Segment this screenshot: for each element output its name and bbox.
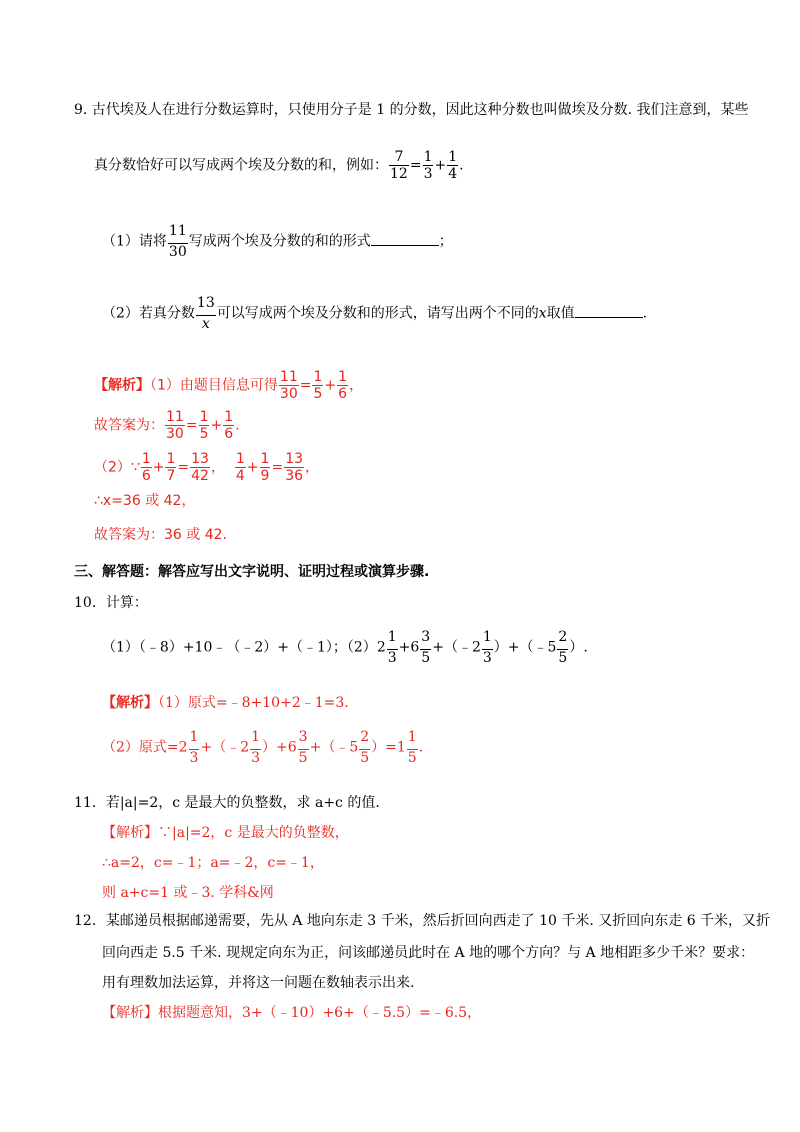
q11-sol-line3: 则 a+c=1 或﹣3. 学科&网 — [102, 885, 274, 901]
den: 5 — [313, 386, 323, 402]
num: 1 — [387, 629, 397, 645]
term: +6 — [398, 639, 420, 656]
eq-sign: = — [299, 377, 312, 394]
part1-suffix: 写成两个埃及分数的和的形式 — [188, 233, 371, 250]
q11-sol-line2: ∴a=2，c=﹣1；a=﹣2，c=﹣1， — [102, 855, 324, 871]
num: 1 — [407, 729, 417, 745]
sol1-text: （1）原式=﹣8+10+2﹣1=3. — [158, 695, 349, 711]
part2-suffix2: 取值 — [546, 305, 575, 322]
answer-blank-1[interactable] — [371, 233, 439, 246]
den: 5 — [407, 750, 417, 766]
num: 1 — [338, 369, 348, 385]
den: 30 — [166, 426, 184, 442]
den: 12 — [390, 166, 408, 182]
den: 30 — [279, 386, 298, 402]
frac — [284, 452, 304, 483]
den: 3 — [423, 166, 433, 182]
fraction-13-x — [196, 296, 216, 331]
term: ）+6 — [262, 739, 297, 756]
den: x — [196, 315, 216, 331]
num: 13 — [196, 295, 215, 311]
den: 5 — [421, 650, 431, 666]
frac — [199, 410, 210, 441]
q9-part1 — [102, 224, 453, 259]
num: 11 — [166, 409, 184, 425]
part2-suffix: 可以写成两个埃及分数和的形式，请写出两个不同的 — [216, 305, 539, 322]
q12-line3: 用有理数加法运算，并将这一问题在数轴表示出来. — [102, 975, 415, 991]
q9-sol-line4: ∴x=36 或 42， — [94, 493, 196, 509]
fraction-11-30 — [168, 224, 188, 259]
den: 6 — [338, 386, 348, 402]
sol2-text: （2）原式=2 — [102, 739, 188, 756]
eq-sign: = — [185, 417, 198, 434]
q9-line1: 9. 古代埃及人在进行分数运算时，只使用分子是 1 的分数，因此这种分数也叫做埃及分数. 我们注意到，某些 — [74, 102, 749, 118]
den: 5 — [298, 750, 308, 766]
q12-line2: 回向西走 5.5 千米. 现规定向东为正，问该邮递员此时在 A 地的哪个方向？与 A 地相距多少千米？要求： — [102, 945, 755, 961]
num: 1 — [260, 451, 270, 467]
num: 1 — [189, 729, 199, 745]
part2-prefix: （2）若真分数 — [102, 305, 195, 322]
q9-sol-line1 — [94, 370, 363, 401]
q12-line1: 12．某邮递员根据邮递需要，先从 A 地向东走 3 千米，然后折回向西走了 10 千米. 又折回向东走 6 千米，又折 — [74, 913, 771, 929]
period: . — [235, 417, 240, 434]
frac — [337, 370, 348, 401]
num: 1 — [251, 729, 261, 745]
term: ）. — [569, 639, 588, 656]
den: 5 — [558, 650, 568, 666]
term: ）+（﹣5 — [493, 639, 557, 656]
var-x: x — [538, 305, 547, 322]
q10-sol-line1 — [102, 694, 349, 712]
num: 2 — [360, 729, 370, 745]
solution-tag: 【解析】 — [102, 695, 158, 711]
q9-sol-line2 — [94, 410, 240, 441]
den: 3 — [482, 650, 492, 666]
den: 3 — [189, 750, 199, 766]
comma: ， — [305, 459, 320, 476]
frac — [190, 452, 210, 483]
frac — [312, 370, 323, 401]
eq-sign: = — [177, 459, 190, 476]
q9-line2-text: 真分数恰好可以写成两个埃及分数的和，例如： — [94, 157, 388, 174]
den: 5 — [199, 426, 209, 442]
sol1-text: （1）由题目信息可得 — [150, 377, 278, 394]
frac — [407, 730, 418, 765]
num: 3 — [298, 729, 308, 745]
section-heading: 三、解答题：解答应写出文字说明、证明过程或演算步骤. — [74, 564, 430, 580]
q9-sol-line3 — [94, 452, 319, 483]
q9-line2 — [94, 150, 464, 181]
num: 1 — [141, 451, 151, 467]
part1-prefix: （1）请将 — [102, 233, 167, 250]
frac — [223, 410, 234, 441]
num: 11 — [168, 223, 187, 239]
eq-sign: = — [409, 157, 422, 174]
frac — [165, 452, 176, 483]
den: 5 — [360, 750, 370, 766]
num: 1 — [166, 451, 176, 467]
num: 1 — [235, 451, 245, 467]
den: 9 — [260, 468, 270, 484]
num: 13 — [191, 451, 209, 467]
num: 3 — [421, 629, 431, 645]
example-fraction-3 — [447, 150, 458, 181]
num: 1 — [482, 629, 492, 645]
frac — [420, 630, 431, 665]
den: 7 — [166, 468, 176, 484]
frac — [189, 730, 200, 765]
plus-sign: + — [434, 157, 447, 174]
num: 1 — [313, 369, 323, 385]
den: 6 — [224, 426, 234, 442]
den: 6 — [141, 468, 151, 484]
num: 2 — [558, 629, 568, 645]
term: +（﹣5 — [309, 739, 359, 756]
period: . — [418, 739, 424, 756]
den: 36 — [285, 468, 304, 484]
den: 42 — [191, 468, 209, 484]
frac — [279, 370, 299, 401]
frac — [359, 730, 370, 765]
frac — [250, 730, 261, 765]
q9-part2 — [102, 296, 647, 331]
plus-sign: + — [246, 459, 259, 476]
q12-sol-line1: 【解析】根据题意知，3+（﹣10）+6+（﹣5.5）=﹣6.5， — [102, 1005, 482, 1021]
num: 13 — [285, 451, 304, 467]
frac — [482, 630, 493, 665]
den: 3 — [387, 650, 397, 666]
solution-tag: 【解析】 — [94, 377, 150, 394]
example-fraction-1 — [389, 150, 409, 181]
plus-sign: + — [152, 459, 165, 476]
frac — [141, 452, 152, 483]
den: 4 — [235, 468, 245, 484]
q10-sol-line2 — [102, 730, 423, 765]
num: 1 — [199, 409, 209, 425]
frac — [260, 452, 271, 483]
part1-end: ； — [438, 233, 453, 250]
period: . — [459, 157, 464, 174]
sol3-text: （2）∵ — [94, 459, 140, 476]
q10-title: 10．计算： — [74, 595, 148, 611]
term: +（﹣2 — [200, 739, 250, 756]
frac — [165, 410, 185, 441]
comma: ， — [210, 459, 225, 476]
term: +（﹣2 — [432, 639, 481, 656]
plus-sign: + — [210, 417, 223, 434]
q10-problem — [102, 630, 588, 665]
frac — [298, 730, 309, 765]
num: 1 — [448, 149, 458, 165]
q11-sol-line1: 【解析】∵|a|=2，c 是最大的负整数， — [102, 825, 349, 841]
eq-sign: = — [271, 459, 284, 476]
mixed-whole: 2 — [376, 639, 386, 656]
frac — [387, 630, 398, 665]
num: 7 — [394, 149, 404, 165]
den: 4 — [448, 166, 458, 182]
example-fraction-2 — [423, 150, 434, 181]
num: 1 — [224, 409, 234, 425]
sol2-text: 故答案为： — [94, 417, 164, 434]
frac — [557, 630, 568, 665]
num: 1 — [423, 149, 433, 165]
q11-question: 11．若|a|=2，c 是最大的负整数，求 a+c 的值. — [74, 795, 380, 811]
part2-end: . — [642, 305, 648, 322]
comma: ， — [349, 377, 364, 394]
num: 11 — [279, 369, 298, 385]
frac — [235, 452, 246, 483]
q9-sol-line5: 故答案为：36 或 42. — [94, 527, 227, 543]
den: 30 — [168, 244, 187, 260]
answer-blank-2[interactable] — [575, 305, 643, 318]
plus-sign: + — [324, 377, 337, 394]
q10-part1: （1）（﹣8）+10﹣（﹣2）+（﹣1）；（2） — [102, 639, 377, 656]
term: ）=1 — [371, 739, 406, 756]
den: 3 — [251, 750, 261, 766]
